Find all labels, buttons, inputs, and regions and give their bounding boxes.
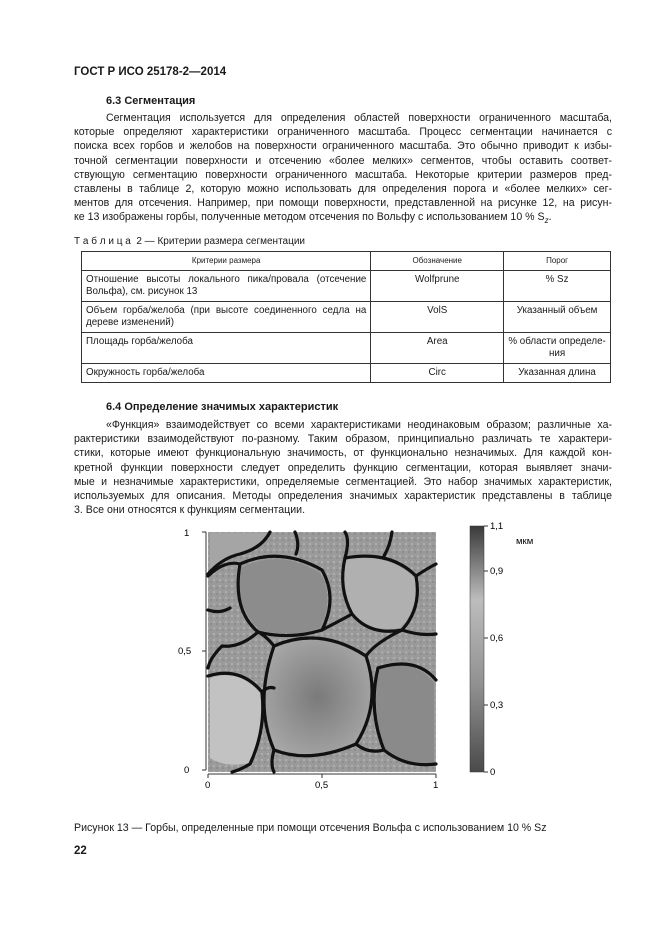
table-cell: Wolfprune: [371, 271, 504, 302]
colorbar-gradient: [470, 526, 484, 772]
section-6-4-body: [74, 418, 612, 517]
table-row: [82, 333, 611, 364]
y-axis: [178, 528, 206, 776]
table-cell: % области определе-ния: [504, 333, 611, 364]
text-line: Сегментация используется для определения областей поверхности ограниченного масштаба,: [106, 112, 612, 124]
colorbar-tick-label: 0,9: [490, 566, 504, 577]
y-tick-label: 0: [184, 765, 190, 776]
table-cell: Указанный объем: [504, 302, 611, 333]
colorbar-tick-label: 0: [490, 767, 496, 778]
table-cell: Площадь горба/желоба: [82, 333, 371, 364]
table-cell: % Sz: [504, 271, 611, 302]
table-header-cell: Обозначение: [371, 252, 504, 271]
table-cell: Окружность горба/желоба: [82, 364, 371, 383]
criteria-table: [81, 251, 611, 383]
subscript: z: [544, 216, 549, 226]
table-cell: Объем горба/желоба (при высоте соединенного седла на дереве изменений): [82, 302, 371, 333]
table-cell: Circ: [371, 364, 504, 383]
text-line: ставлены в таблице 2, которую можно использовать для определения порога и «более мелких» сег-: [74, 183, 612, 196]
section-6-3-body: [74, 111, 612, 229]
page-number: 22: [74, 845, 87, 857]
colorbar-tick-label: 0,6: [490, 633, 504, 644]
table-header-row: [82, 252, 611, 271]
colorbar-tick-label: 0,3: [490, 700, 504, 711]
text-line: ствующую сегментацию поверхности ограниченного масштаба. Некоторые критерии размеров пред-: [74, 168, 612, 181]
table-row: [82, 302, 611, 333]
text-line: поиска всех горбов и желобов на поверхности ограниченного масштаба. Это обычно приводит к избы-: [74, 140, 612, 153]
table-cell: Указанная длина: [504, 364, 611, 383]
segmented-surface-image: [208, 532, 436, 772]
punctuation: .: [548, 211, 552, 224]
text-line: ментов для отсечения. Например, при помощи поверхности, представленной на рисунке 12, на рисун-: [74, 197, 612, 210]
x-tick-label: 0: [205, 780, 211, 791]
table-header-cell: Критерии размера: [82, 252, 371, 271]
table-caption: Т а б л и ц а 2 — Критерии размера сегментации: [74, 236, 305, 247]
text-line: [74, 210, 612, 228]
table-header-cell: Порог: [504, 252, 611, 271]
text-line-content: ке 13 изображены горбы, полученные методом отсечения по Вольфу с использованием 10 % S: [74, 211, 545, 224]
table-cell: Отношение высоты локального пика/провала (отсечение Вольфа), см. рисунок 13: [82, 271, 371, 302]
y-tick-label: 0,5: [178, 646, 192, 657]
text-line: точной сегментации поверхности и отсечению «более мелких» сегментов, чтобы оставить соответ-: [74, 154, 612, 167]
section-6-3-title: 6.3 Сегментация: [106, 95, 196, 107]
table-row: [82, 271, 611, 302]
text-line: рактеристики взаимодействуют по-разному. Таким образом, принципиально различать те характери-: [74, 433, 612, 446]
x-axis: [205, 774, 438, 791]
table-row: [82, 364, 611, 383]
y-tick-label: 1: [184, 528, 190, 539]
text-line: 3. Все они относятся к функциям сегментации.: [74, 504, 306, 517]
text-line: которые определяют характеристики ограниченного масштаба. Процесс сегментации начинается с: [74, 126, 612, 139]
text-line: «Функция» взаимодействует со всеми характеристиками неодинаковым образом; различные ха-: [106, 419, 612, 431]
table-cell: VolS: [371, 302, 504, 333]
x-tick-label: 1: [433, 780, 439, 791]
colorbar-unit: мкм: [516, 536, 534, 547]
text-line: мые и незначимые характеристики, определяемые сегментацией. Это набор значимых характеристик,: [74, 475, 612, 488]
text-line: кретной функции поверхности следует определить функцию сегментации, которая выявляет значи-: [74, 461, 612, 474]
x-tick-label: 0,5: [315, 780, 329, 791]
section-6-4-title: 6.4 Определение значимых характеристик: [106, 401, 339, 413]
table-cell: Area: [371, 333, 504, 364]
document-header: ГОСТ Р ИСО 25178-2—2014: [74, 66, 227, 78]
text-line: используемых для описания. Методы определения значимых характеристик представлены в таблице: [74, 490, 612, 503]
figure-caption: Рисунок 13 — Горбы, определенные при помощи отсечения Вольфа с использованием 10 % Sz: [74, 822, 547, 834]
text-line: стики, которые имеют функциональную значимость, от функционально незначимых. Для каждой кон-: [74, 447, 612, 460]
figure-13: [170, 518, 550, 798]
colorbar-tick-label: 1,1: [490, 521, 504, 532]
colorbar: [470, 521, 533, 778]
